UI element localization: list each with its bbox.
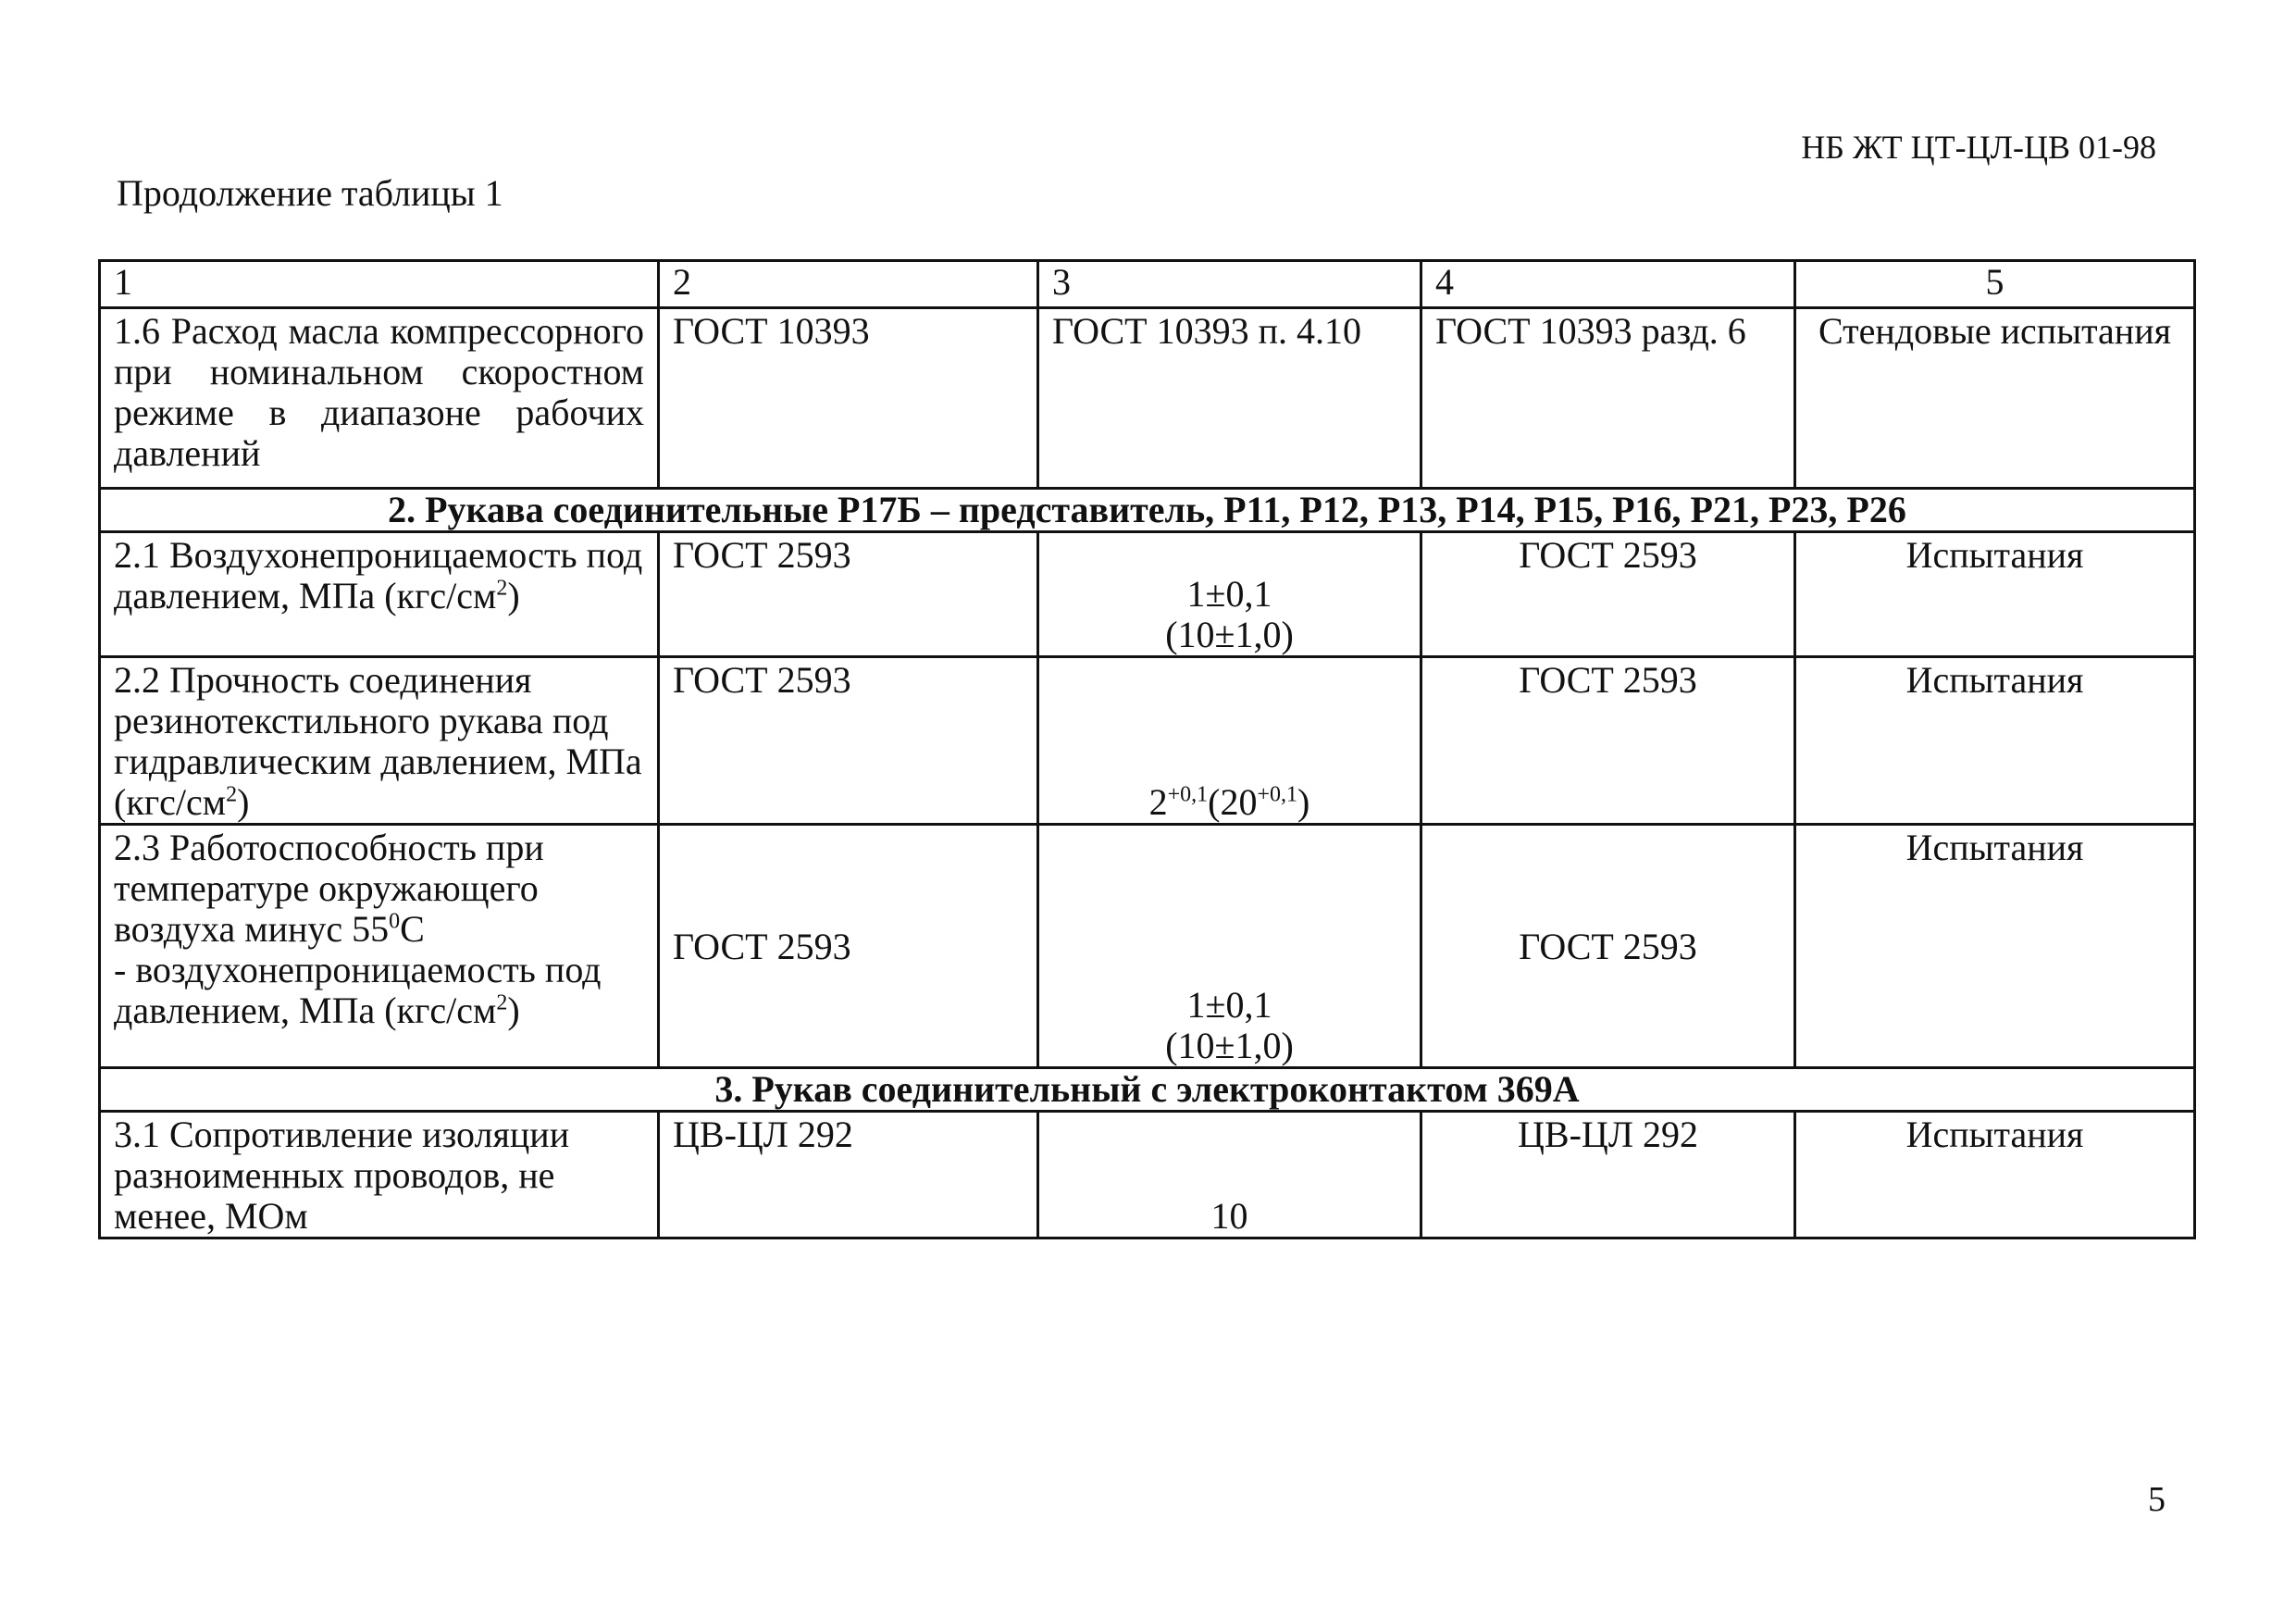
row-3-1-method: ЦВ-ЦЛ 292 [1421,1112,1795,1238]
row-2-2-test-type: Испытания [1795,657,2195,825]
column-header-5: 5 [1795,261,2195,308]
row-2-1-requirement [1038,532,1421,657]
row-2-2-value-end: ) [1297,781,1310,823]
row-2-3-method: ГОСТ 2593 [1421,825,1795,1068]
row-2-2-value-tolerance: +0,1 [1167,782,1209,807]
row-2-3-subparameter-sup: 2 [496,990,508,1015]
column-header-1: 1 [100,261,659,308]
row-2-3-test-type: Испытания [1795,825,2195,1068]
row-2-1-method: ГОСТ 2593 [1421,532,1795,657]
table-row [100,308,2195,489]
section-header-row [100,1068,2195,1112]
page-number: 5 [2148,1480,2166,1519]
row-2-2-value-kgf-tolerance: +0,1 [1257,782,1298,807]
row-2-3-degree-sup: 0 [389,909,401,934]
table-caption: Продолжение таблицы 1 [117,172,503,214]
row-2-3-subparameter-end: ) [507,989,520,1031]
row-2-2-parameter-text: 2.2 Прочность соединения резинотекстильного рукава под гидравлическим давлением, МПа (кгс/см [114,659,642,823]
table-row [100,657,2195,825]
row-2-2-parameter-end: ) [237,781,250,823]
row-2-2-method: ГОСТ 2593 [1421,657,1795,825]
row-2-2-normative-doc: ГОСТ 2593 [659,657,1038,825]
row-2-1-parameter [100,532,659,657]
table-header-row [100,261,2195,308]
row-2-3-parameter [100,825,659,1068]
row-2-1-parameter-text: 2.1 Воздухонепроницаемость под давлением, МПа (кгс/см [114,534,643,616]
row-2-2-requirement [1038,657,1421,825]
row-2-1-test-type: Испытания [1795,532,2195,657]
row-3-1-requirement: 10 [1038,1112,1421,1238]
document-code: НБ ЖТ ЦТ-ЦЛ-ЦВ 01-98 [1801,129,2156,166]
column-header-2: 2 [659,261,1038,308]
row-2-1-normative-doc: ГОСТ 2593 [659,532,1038,657]
row-2-3-requirement [1038,825,1421,1068]
row-1-6-normative-doc: ГОСТ 10393 [659,308,1038,489]
section-3-title: 3. Рукав соединительный с электроконтактом 369А [100,1068,2195,1112]
column-header-4: 4 [1421,261,1795,308]
row-2-3-parameter-text: 2.3 Работоспособность при температуре окружающего воздуха минус 55 [114,827,544,950]
row-2-1-parameter-sup: 2 [496,576,508,601]
row-2-2-value-kgf-base: (20 [1208,781,1258,823]
table-row [100,1112,2195,1238]
row-2-3-value-mpa: 1±0,1 [1186,984,1272,1026]
row-3-1-test-type: Испытания [1795,1112,2195,1238]
row-2-2-parameter [100,657,659,825]
section-2-title: 2. Рукава соединительные Р17Б – представитель, Р11, Р12, Р13, Р14, Р15, Р16, Р21, Р23, Р26 [100,489,2195,532]
section-header-row [100,489,2195,532]
row-2-1-parameter-end: ) [507,575,520,616]
specification-table [98,259,2196,1239]
row-2-1-value-kgf: (10±1,0) [1165,614,1294,655]
table-row [100,532,2195,657]
row-3-1-normative-doc: ЦВ-ЦЛ 292 [659,1112,1038,1238]
row-2-2-parameter-sup: 2 [226,782,238,807]
row-2-2-value-base: 2 [1148,781,1168,823]
row-1-6-requirement: ГОСТ 10393 п. 4.10 [1038,308,1421,489]
row-1-6-test-type: Стендовые испытания [1795,308,2195,489]
row-2-3-subparameter-text: - воздухонепроницаемость под давлением, МПа (кгс/см [114,949,602,1031]
row-2-3-degree-unit: С [400,908,425,950]
column-header-3: 3 [1038,261,1421,308]
row-2-3-value-kgf: (10±1,0) [1165,1025,1294,1066]
row-1-6-method: ГОСТ 10393 разд. 6 [1421,308,1795,489]
row-1-6-parameter: 1.6 Расход масла компрессорного при номинальном скоростном режиме в диапазоне рабочих давлений [100,308,659,489]
table-row [100,825,2195,1068]
row-2-1-value-mpa: 1±0,1 [1186,573,1272,615]
row-3-1-parameter: 3.1 Сопротивление изоляции разноименных проводов, не менее, МОм [100,1112,659,1238]
row-2-3-normative-doc: ГОСТ 2593 [659,825,1038,1068]
